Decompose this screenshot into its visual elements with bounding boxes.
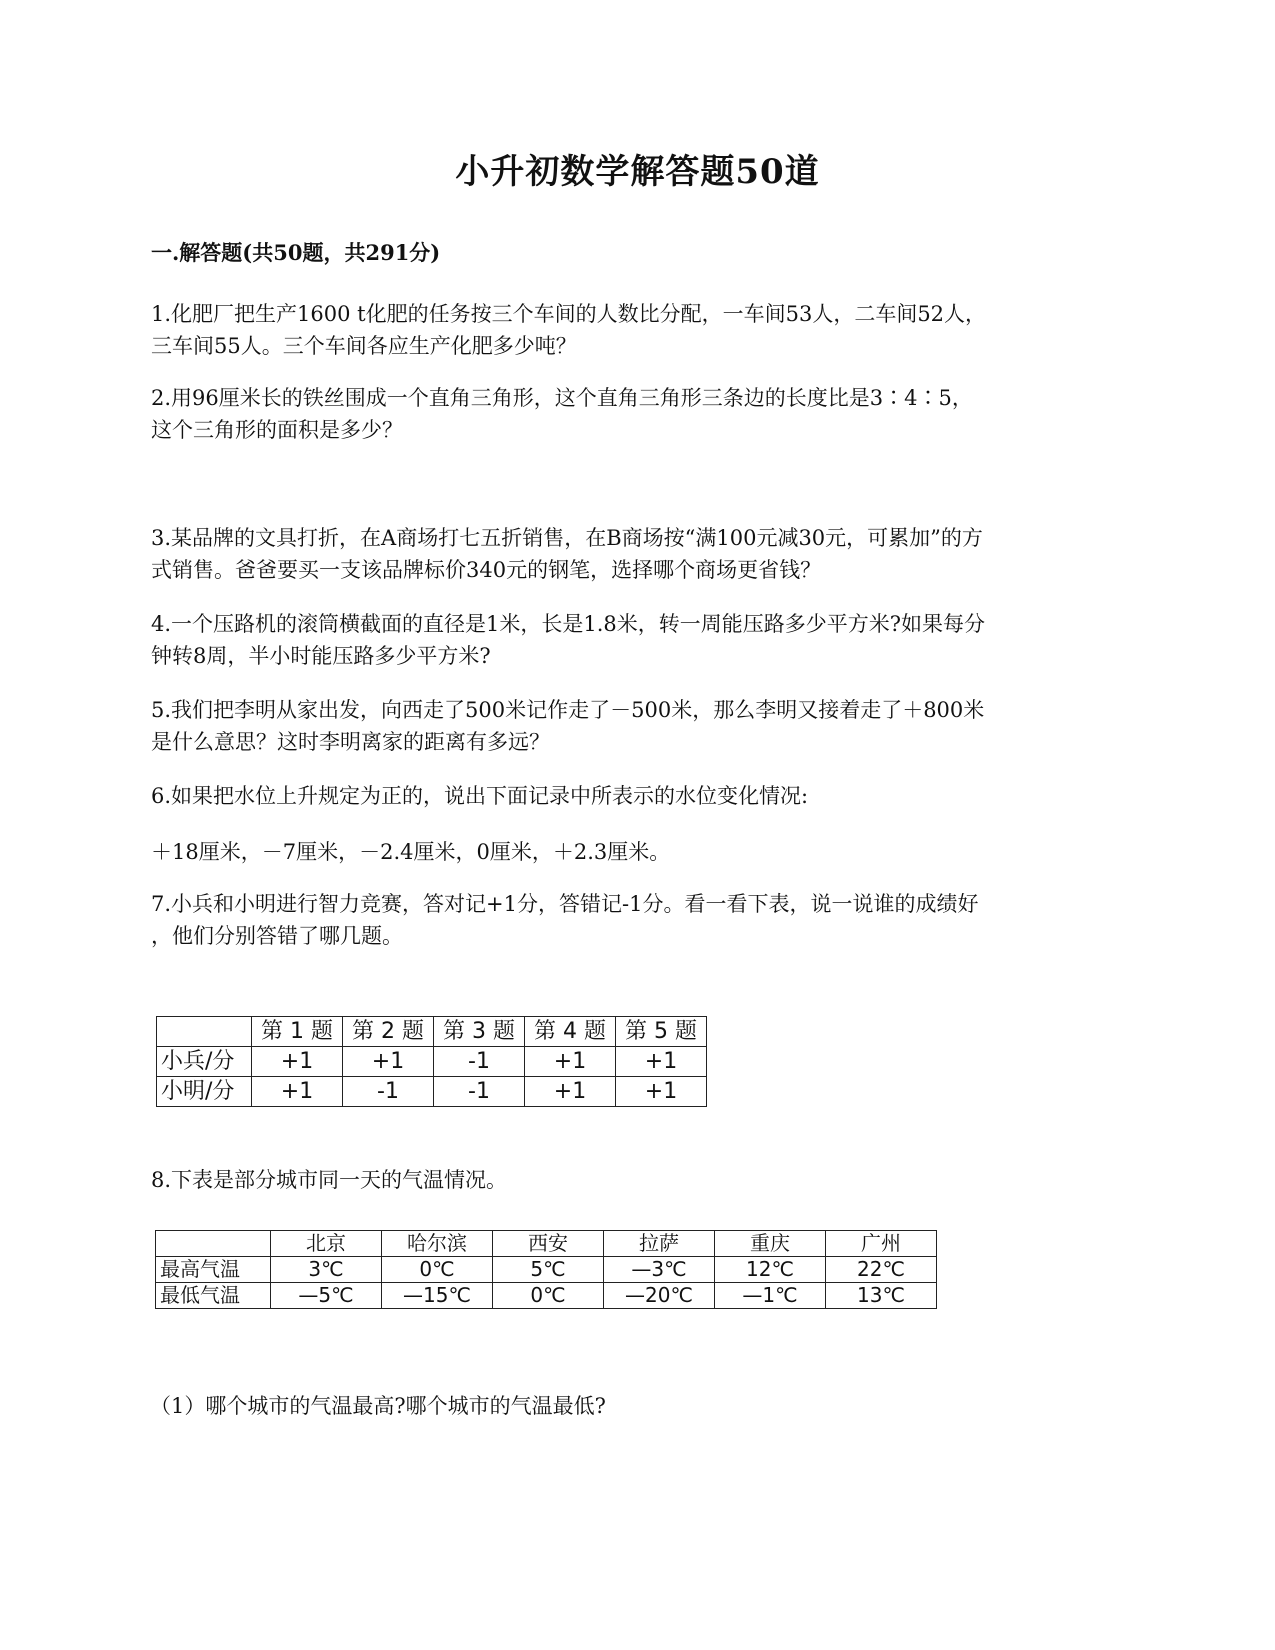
score-table-corner bbox=[157, 1017, 252, 1047]
question-6-line-1: 6.如果把水位上升规定为正的，说出下面记录中所表示的水位变化情况: bbox=[151, 784, 809, 808]
question-7-line-2: ，他们分别答错了哪几题。 bbox=[151, 924, 403, 948]
temperature-table-row bbox=[156, 1257, 937, 1283]
temperature-table-cell: 0℃ bbox=[382, 1257, 493, 1283]
score-table-cell: +1 bbox=[343, 1047, 434, 1077]
temperature-table-header: 拉萨 bbox=[604, 1231, 715, 1257]
temperature-table-corner bbox=[156, 1231, 271, 1257]
score-table-header: 第 2 题 bbox=[343, 1017, 434, 1047]
temperature-table-cell: 5℃ bbox=[493, 1257, 604, 1283]
question-2 bbox=[151, 382, 1131, 446]
score-table-header: 第 5 题 bbox=[616, 1017, 707, 1047]
question-3 bbox=[151, 522, 1131, 586]
score-table-row bbox=[157, 1077, 707, 1107]
temperature-table-cell: —20℃ bbox=[604, 1283, 715, 1309]
temperature-table-header: 西安 bbox=[493, 1231, 604, 1257]
question-8-sub-1: （1）哪个城市的气温最高?哪个城市的气温最低? bbox=[150, 1394, 606, 1418]
score-table-row-label: 小明/分 bbox=[157, 1077, 252, 1107]
temperature-table-header: 哈尔滨 bbox=[382, 1231, 493, 1257]
temperature-table-cell: —5℃ bbox=[271, 1283, 382, 1309]
score-table-row bbox=[157, 1047, 707, 1077]
question-7 bbox=[151, 888, 1131, 952]
question-8-line-1: 8.下表是部分城市同一天的气温情况。 bbox=[151, 1168, 508, 1192]
temperature-table-cell: —3℃ bbox=[604, 1257, 715, 1283]
score-table-header: 第 3 题 bbox=[434, 1017, 525, 1047]
question-5 bbox=[151, 694, 1131, 758]
score-table-cell: +1 bbox=[616, 1047, 707, 1077]
score-table-cell: +1 bbox=[616, 1077, 707, 1107]
question-2-line-2: 这个三角形的面积是多少？ bbox=[151, 418, 403, 442]
question-5-line-2: 是什么意思？这时李明离家的距离有多远？ bbox=[151, 730, 550, 754]
question-5-line-1: 5.我们把李明从家出发，向西走了500米记作走了－500米，那么李明又接着走了＋800米 bbox=[151, 698, 985, 722]
question-6-line-2: ＋18厘米，－7厘米，－2.4厘米，0厘米，＋2.3厘米。 bbox=[151, 840, 671, 864]
score-table-cell: +1 bbox=[525, 1047, 616, 1077]
score-table-header-row bbox=[157, 1017, 707, 1047]
temperature-table-header-row bbox=[156, 1231, 937, 1257]
score-table-cell: +1 bbox=[252, 1047, 343, 1077]
temperature-table-row-label: 最高气温 bbox=[156, 1257, 271, 1283]
page-title: 小升初数学解答题50道 bbox=[455, 152, 820, 192]
score-table-row-label: 小兵/分 bbox=[157, 1047, 252, 1077]
temperature-table-cell: 22℃ bbox=[826, 1257, 937, 1283]
temperature-table-cell: —15℃ bbox=[382, 1283, 493, 1309]
score-table-header: 第 4 题 bbox=[525, 1017, 616, 1047]
score-table-cell: -1 bbox=[434, 1077, 525, 1107]
question-4-line-2: 钟转8周，半小时能压路多少平方米? bbox=[151, 644, 491, 668]
section-heading: 一.解答题(共50题，共291分) bbox=[151, 240, 441, 265]
question-6-record bbox=[151, 836, 1131, 868]
score-table bbox=[156, 1016, 707, 1107]
temperature-table-cell: 12℃ bbox=[715, 1257, 826, 1283]
question-3-line-1: 3.某品牌的文具打折，在A商场打七五折销售，在B商场按“满100元减30元，可累加”的方 bbox=[151, 526, 983, 550]
question-1 bbox=[151, 298, 1131, 362]
score-table-cell: -1 bbox=[343, 1077, 434, 1107]
score-table-cell: +1 bbox=[525, 1077, 616, 1107]
score-table-cell: -1 bbox=[434, 1047, 525, 1077]
score-table-cell: +1 bbox=[252, 1077, 343, 1107]
temperature-table-row-label: 最低气温 bbox=[156, 1283, 271, 1309]
question-7-line-1: 7.小兵和小明进行智力竞赛，答对记+1分，答错记-1分。看一看下表，说一说谁的成绩好 bbox=[151, 892, 979, 916]
temperature-table-header: 广州 bbox=[826, 1231, 937, 1257]
temperature-table-cell: 3℃ bbox=[271, 1257, 382, 1283]
question-2-line-1: 2.用96厘米长的铁丝围成一个直角三角形，这个直角三角形三条边的长度比是3∶4∶5， bbox=[151, 386, 973, 410]
temperature-table-row bbox=[156, 1283, 937, 1309]
question-1-line-1: 1.化肥厂把生产1600 t化肥的任务按三个车间的人数比分配，一车间53人，二车间52人， bbox=[151, 302, 987, 326]
temperature-table-header: 北京 bbox=[271, 1231, 382, 1257]
temperature-table-cell: 0℃ bbox=[493, 1283, 604, 1309]
question-6 bbox=[151, 780, 1131, 812]
question-1-line-2: 三车间55人。三个车间各应生产化肥多少吨？ bbox=[151, 334, 577, 358]
question-4 bbox=[151, 608, 1131, 672]
score-table-header: 第 1 题 bbox=[252, 1017, 343, 1047]
question-8 bbox=[151, 1164, 1131, 1196]
temperature-table-cell: —1℃ bbox=[715, 1283, 826, 1309]
question-4-line-1: 4.一个压路机的滚筒横截面的直径是1米，长是1.8米，转一周能压路多少平方米?如果每分 bbox=[151, 612, 986, 636]
question-3-line-2: 式销售。爸爸要买一支该品牌标价340元的钢笔，选择哪个商场更省钱？ bbox=[151, 558, 822, 582]
question-8-subquestion-1 bbox=[150, 1390, 1130, 1422]
temperature-table bbox=[155, 1230, 937, 1309]
temperature-table-cell: 13℃ bbox=[826, 1283, 937, 1309]
temperature-table-header: 重庆 bbox=[715, 1231, 826, 1257]
